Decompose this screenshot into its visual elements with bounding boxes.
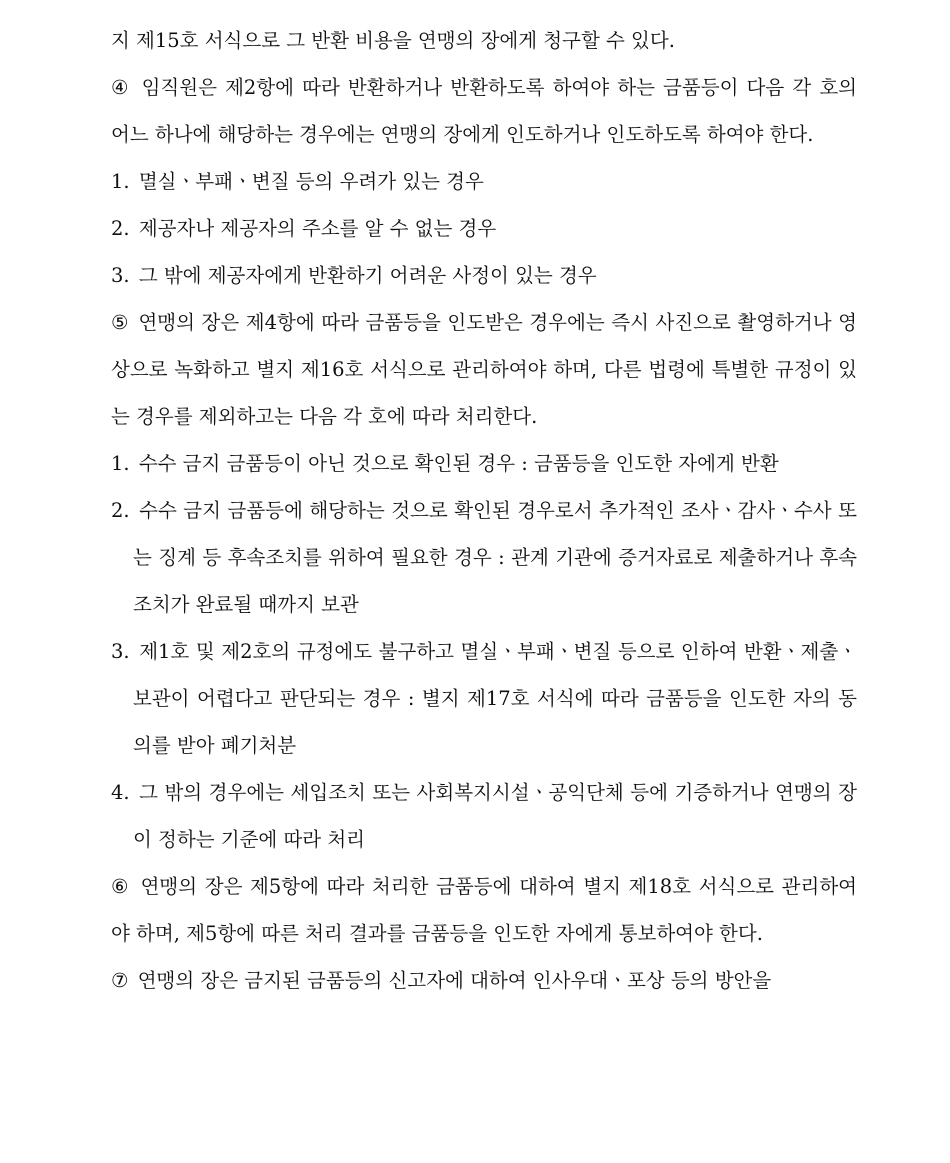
list-item: [111, 158, 857, 205]
item-number: 1.: [111, 452, 130, 475]
paragraph-clause-6: [111, 863, 857, 957]
list-item: [111, 769, 857, 863]
paragraph-text: 지 제15호 서식으로 그 반환 비용을 연맹의 장에게 청구할 수 있다.: [111, 29, 675, 52]
item-number: 2.: [111, 499, 130, 522]
list-item: [111, 252, 857, 299]
item-text: 멸실ㆍ부패ㆍ변질 등의 우려가 있는 경우: [138, 170, 484, 193]
list-item: [111, 628, 857, 769]
item-text: 수수 금지 금품등이 아닌 것으로 확인된 경우 : 금품등을 인도한 자에게 반환: [138, 452, 779, 475]
item-number: 2.: [111, 217, 130, 240]
item-text: 그 밖에 제공자에게 반환하기 어려운 사정이 있는 경우: [138, 264, 597, 287]
item-number: 4.: [111, 781, 130, 804]
list-item: [111, 205, 857, 252]
item-text: 수수 금지 금품등에 해당하는 것으로 확인된 경우로서 추가적인 조사ㆍ감사ㆍ수사 또는 징계 등 후속조치를 위하여 필요한 경우 : 관계 기관에 증거자료로 제출하거나 후속조치가 완료될 때까지 보관: [133, 499, 857, 616]
item-text: 그 밖의 경우에는 세입조치 또는 사회복지시설ㆍ공익단체 등에 기증하거나 연맹의 장이 정하는 기준에 따라 처리: [133, 781, 857, 851]
list-item: [111, 487, 857, 628]
paragraph-clause-5: [111, 299, 857, 440]
item-number: 3.: [111, 264, 130, 287]
clause-number: ⑤: [111, 311, 129, 334]
paragraph-clause-7: [111, 957, 857, 1004]
item-text: 제1호 및 제2호의 규정에도 불구하고 멸실ㆍ부패ㆍ변질 등으로 인하여 반환ㆍ제출ㆍ보관이 어렵다고 판단되는 경우 : 별지 제17호 서식에 따라 금품등을 인도한 자의 동의를 받아 폐기처분: [133, 640, 857, 757]
clause-number: ④: [111, 76, 131, 99]
clause-number: ⑥: [111, 875, 130, 898]
item-number: 1.: [111, 170, 130, 193]
paragraph-text: 임직원은 제2항에 따라 반환하거나 반환하도록 하여야 하는 금품등이 다음 각 호의 어느 하나에 해당하는 경우에는 연맹의 장에게 인도하거나 인도하도록 하여야 한다.: [111, 76, 858, 146]
paragraph-text: 연맹의 장은 금지된 금품등의 신고자에 대하여 인사우대ㆍ포상 등의 방안을: [137, 969, 772, 992]
paragraph-continuation: [111, 17, 857, 64]
paragraph-clause-4: [111, 64, 857, 158]
paragraph-text: 연맹의 장은 제5항에 따라 처리한 금품등에 대하여 별지 제18호 서식으로 관리하여야 하며, 제5항에 따른 처리 결과를 금품등을 인도한 자에게 통보하여야 한다.: [111, 875, 858, 945]
paragraph-text: 연맹의 장은 제4항에 따라 금품등을 인도받은 경우에는 즉시 사진으로 촬영하거나 영상으로 녹화하고 별지 제16호 서식으로 관리하여야 하며, 다른 법령에 특별한 규정이 있는 경우를 제외하고는 다음 각 호에 따라 처리한다.: [111, 311, 857, 428]
item-text: 제공자나 제공자의 주소를 알 수 없는 경우: [138, 217, 497, 240]
clause-number: ⑦: [111, 969, 129, 992]
list-item: [111, 440, 857, 487]
item-number: 3.: [111, 640, 130, 663]
